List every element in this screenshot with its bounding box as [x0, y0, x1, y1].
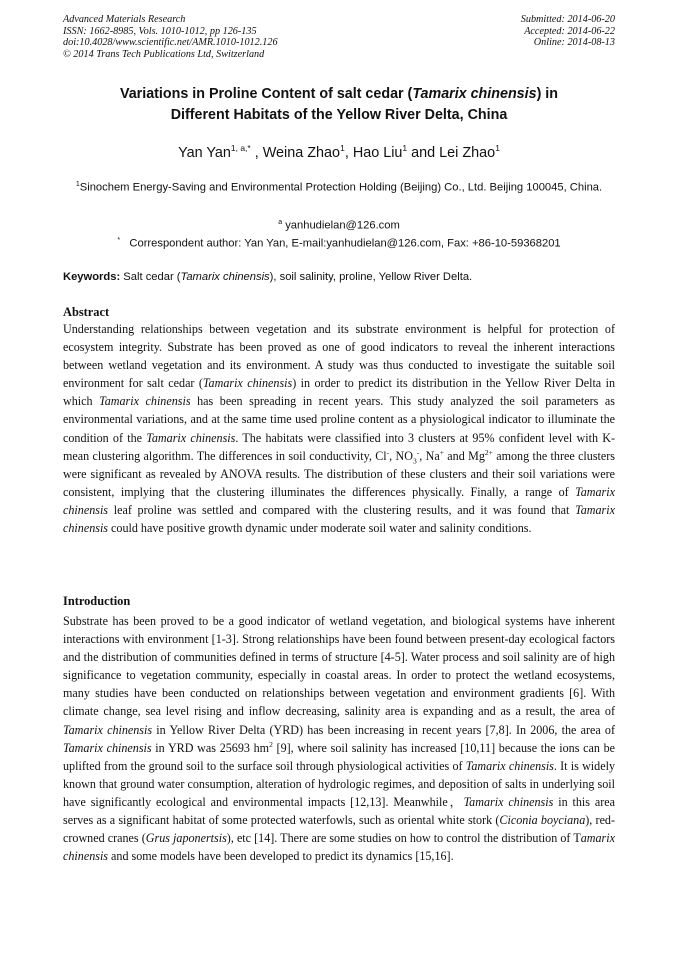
- author-list: Yan Yan$^{1, a,*}$ , Weina Zhao$^1$, Hao Liu$^1$ and Lei Zhao$^1$: [178, 143, 500, 161]
- journal-header-right: [521, 14, 615, 49]
- introduction-heading: Introduction: [63, 594, 131, 608]
- doi-line: doi:10.4028/www.scientific.net/AMR.1010-1012.126: [63, 37, 278, 49]
- copyright-line: © 2014 Trans Tech Publications Ltd, Switzerland: [63, 48, 265, 60]
- author-name: Yan Yan: [178, 144, 231, 161]
- journal-name: Advanced Materials Research: [63, 14, 186, 25]
- author-email: $^a$ yanhudielan@126.com: [278, 219, 400, 232]
- submitted-date: Submitted: 2014-06-20: [520, 14, 615, 25]
- author-name: Weina Zhao: [262, 144, 341, 161]
- abstract-text: Understanding relationships between vegetation and its substrate environment is helpful for protection of ecosystem integrity. Substrate has been proved as one of good indicators to reveal the inherent interactions between wetland vegetation and its environment. A study was thus conducted to investigate the suitable soil environment for salt cedar (Tamarix chinensis) in order to predict its distribution in the Yellow River Delta in which Tamarix chinensis has been spreading in recent years. This study analyzed the soil parameters as environmental variations, and at the same time used proline content as a physiological indicator to illuminate the condition of the Tamarix chinensis. The habitats were classified into 3 clusters at 95% confident level with K-mean clustering algorithm. The differences in soil conductivity, Cl-, $NO_3^-$, Na+ and $Mg^{2+}$ among the three clusters were significant as revealed by ANOVA results. The distribution of these clusters and their soil variations were consistent, implying that the clustering illuminates the differences physically. Finally, a range of Tamarix chinensis leaf proline was settled and compared with the clustering results, and it was found that Tamarix chinensis could have positive growth dynamic under moderate soil water and salinity conditions.: [63, 322, 616, 536]
- keywords: Keywords: Salt cedar (Tamarix chinensis), soil salinity, proline, Yellow River Delta.: [63, 271, 473, 283]
- journal-header-left: [63, 14, 278, 60]
- issn-line: ISSN: 1662-8985, Vols. 1010-1012, pp 126-135: [63, 25, 257, 37]
- abstract-heading: Abstract: [63, 305, 110, 319]
- author-name: Lei Zhao: [439, 144, 496, 161]
- email-link[interactable]: yanhudielan@126.com: [285, 219, 400, 232]
- introduction-text: Substrate has been proved to be a good indicator of wetland vegetation, and biological systems have inherent interactions with environment [1-3]. Strong relationships have been found between present-day ecological factors and the distribution of communities defined in terms of structure [4-5]. Water process and soil salinity are of high significance to vegetation community, especially in coastal areas. In order to protect the wetland ecosystems, many studies have been conducted on relationships between vegetation and environment gradients [6]. With climate change, sea level rising and inflow decreasing, salinity area is expanding and as a result, the area of Tamarix chinensis in Yellow River Delta (YRD) has been increasing in recent years [7,8]. In 2006, the area of Tamarix chinensis in YRD was 25693 $hm^2$ [9], where soil salinity has increased [10,11] because the ions can be uplifted from the ground soil to the surface soil through physiological activities of Tamarix chinensis. It is widely known that ground water consumption, alteration of hydrologic regimes, and deposition of salts in underlying soil have significantly ecological and environmental impacts [12,13]. Meanwhile，Tamarix chinensis in this area serves as a significant habitat of some protected waterfowls, such as oriental white stork (Ciconia boyciana), red-crowned cranes (Grus japonertsis), etc [14]. There are some studies on how to control the distribution of Tamarix chinensis and some models have been developed to predict its dynamics [15,16].: [63, 614, 616, 864]
- affiliation: $^1$Sinochem Energy-Saving and Environmental Protection Holding (Beijing) Co., Ltd. Beijing 100045, China.: [75, 181, 603, 194]
- correspondent-info: * Correspondent author: Yan Yan, E-mail:yanhudielan@126.com, Fax: +86-10-59368201: [117, 237, 561, 250]
- keywords-label: Keywords:: [63, 271, 121, 283]
- accepted-date: Accepted: 2014-06-22: [524, 25, 615, 37]
- paper-title: Variations in Proline Content of salt cedar (Tamarix chinensis) in Different Habitats of the Yellow River Delta, China: [119, 86, 559, 123]
- title-species: Tamarix chinensis: [412, 86, 537, 102]
- author-name: Hao Liu: [352, 144, 403, 161]
- online-date: Online: 2014-08-13: [533, 37, 615, 49]
